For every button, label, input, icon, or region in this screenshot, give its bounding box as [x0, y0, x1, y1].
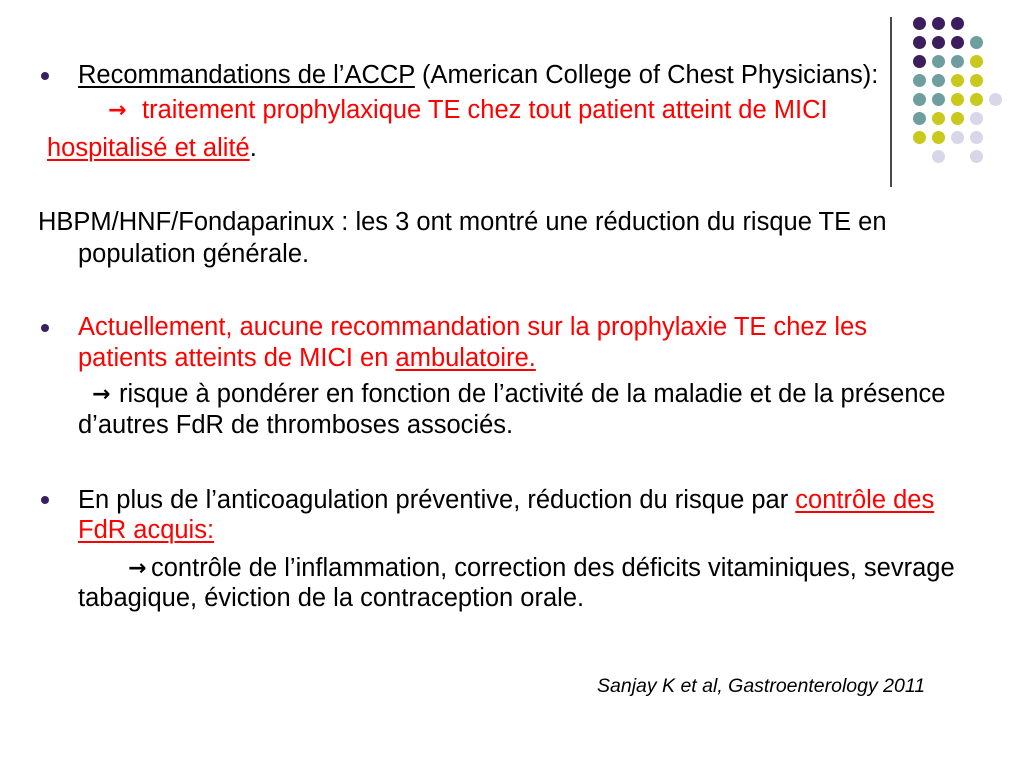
decoration-dot-lavender — [970, 112, 983, 125]
accp-condition-end: . — [249, 134, 257, 162]
accp-condition-line — [47, 133, 257, 164]
vertical-divider — [890, 17, 892, 187]
accp-label: Recommandations de l’ACCP — [78, 61, 415, 89]
decoration-dot-teal — [932, 55, 945, 68]
acquired-factors-emphasis-1: contrôle des — [795, 486, 935, 514]
decoration-dot-purple — [932, 36, 945, 49]
outpatient-line-2-text: patients atteints de MICI en — [78, 344, 396, 372]
risk-reduction-note-line-1: contrôle de l’inflammation, correction des déficits vitaminiques, sevrage — [151, 554, 955, 582]
decoration-dot-lavender — [970, 131, 983, 144]
decoration-dot-lavender — [989, 93, 1002, 106]
decoration-dot-purple — [951, 36, 964, 49]
decoration-dot-yellow — [970, 93, 983, 106]
decoration-dot-yellow — [951, 74, 964, 87]
accp-condition: hospitalisé et alité — [47, 134, 250, 162]
accp-line — [78, 60, 878, 91]
decoration-dot-teal — [932, 93, 945, 106]
citation: Sanjay K et al, Gastroenterology 2011 — [597, 675, 926, 697]
decoration-dot-teal — [970, 36, 983, 49]
outpatient-setting: ambulatoire. — [395, 344, 536, 372]
decoration-dot-yellow — [932, 112, 945, 125]
arrow-right-icon: → — [108, 98, 127, 123]
risk-reduction-note-line-2: tabagique, éviction de la contraception orale. — [78, 584, 585, 612]
decoration-dot-purple — [913, 36, 926, 49]
outpatient-line-1: Actuellement, aucune recommandation sur la prophylaxie TE chez les — [78, 313, 868, 341]
decoration-dot-purple — [913, 17, 926, 30]
risk-reduction-text: En plus de l’anticoagulation préventive, réduction du risque par — [78, 486, 796, 514]
decoration-dot-teal — [951, 55, 964, 68]
decoration-dot-yellow — [913, 131, 926, 144]
decoration-dot-yellow — [951, 112, 964, 125]
risk-reduction-line-2 — [78, 515, 214, 546]
bullet-dot — [41, 72, 49, 80]
decoration-dot-teal — [913, 74, 926, 87]
decoration-dot-yellow — [932, 131, 945, 144]
accp-recommendation: traitement prophylaxique TE chez tout patient atteint de MICI — [142, 96, 828, 124]
decoration-dot-purple — [932, 17, 945, 30]
arrow-right-icon: → — [128, 556, 147, 581]
outpatient-line-2 — [78, 343, 536, 374]
decoration-dot-yellow — [951, 93, 964, 106]
acquired-factors-emphasis-2: FdR acquis: — [78, 516, 215, 544]
arrow-right-icon: → — [92, 382, 111, 407]
decoration-dot-lavender — [951, 131, 964, 144]
decoration-dot-lavender — [932, 150, 945, 163]
bullet-dot — [41, 496, 49, 504]
decoration-dot-yellow — [970, 55, 983, 68]
outpatient-note-line-1: risque à pondérer en fonction de l’activité de la maladie et de la présence — [119, 380, 946, 408]
anticoagulant-paragraph-line-1: HBPM/HNF/Fondaparinux : les 3 ont montré une réduction du risque TE en — [38, 208, 887, 236]
risk-reduction-line-1 — [78, 485, 934, 516]
accp-full-name: (American College of Chest Physicians): — [414, 61, 879, 89]
decoration-dot-teal — [913, 112, 926, 125]
decoration-dot-lavender — [970, 150, 983, 163]
decoration-dot-purple — [913, 55, 926, 68]
decoration-dot-purple — [951, 17, 964, 30]
bullet-dot — [41, 324, 49, 332]
anticoagulant-paragraph-line-2: population générale. — [78, 240, 310, 268]
outpatient-note-line-2: d’autres FdR de thromboses associés. — [78, 411, 514, 439]
decoration-dot-teal — [913, 93, 926, 106]
decoration-dot-teal — [932, 74, 945, 87]
decoration-dot-yellow — [970, 74, 983, 87]
